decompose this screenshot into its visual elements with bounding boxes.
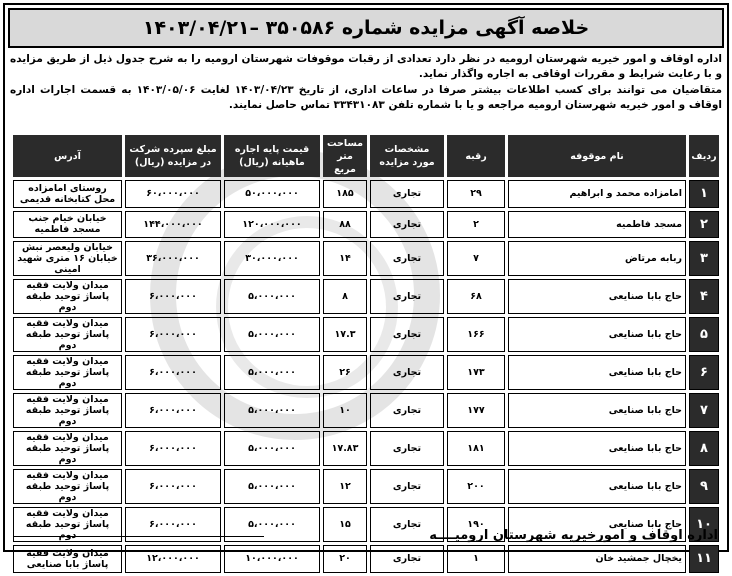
cell-row-number: ۷ bbox=[689, 393, 719, 428]
cell-rent: ۵،۰۰۰،۰۰۰ bbox=[224, 317, 320, 352]
cell-area: ۲۰ bbox=[323, 545, 367, 573]
table-row bbox=[13, 317, 719, 352]
cell-spec: تجاری bbox=[370, 469, 444, 504]
cell-area: ۲۶ bbox=[323, 355, 367, 390]
cell-row-number: ۱ bbox=[689, 180, 719, 208]
cell-spec: تجاری bbox=[370, 393, 444, 428]
cell-address: میدان ولایت فقیه پاساژ توحید طبقه دوم bbox=[13, 469, 122, 504]
cell-deposit: ۶،۰۰۰،۰۰۰ bbox=[125, 279, 221, 314]
header-parcel: رقبه bbox=[447, 135, 505, 177]
cell-row-number: ۲ bbox=[689, 211, 719, 239]
table-header-row bbox=[13, 135, 719, 177]
cell-rent: ۳۰،۰۰۰،۰۰۰ bbox=[224, 241, 320, 276]
cell-deposit: ۶،۰۰۰،۰۰۰ bbox=[125, 393, 221, 428]
cell-name: یخچال جمشید خان bbox=[508, 545, 686, 573]
cell-address: میدان ولایت فقیه پاساژ توحید طبقه دوم bbox=[13, 431, 122, 466]
cell-row-number: ۱۱ bbox=[689, 545, 719, 573]
cell-name: ربابه مرتاض bbox=[508, 241, 686, 276]
cell-address: خیابان خیام جنب مسجد فاطمیه bbox=[13, 211, 122, 239]
cell-parcel: ۲ bbox=[447, 211, 505, 239]
cell-parcel: ۲۰۰ bbox=[447, 469, 505, 504]
cell-parcel: ۱۷۳ bbox=[447, 355, 505, 390]
header-spec: مشخصات مورد مزایده bbox=[370, 135, 444, 177]
table-row bbox=[13, 431, 719, 466]
header-deposit: مبلغ سپرده شرکت در مزایده (ریال) bbox=[125, 135, 221, 177]
cell-spec: تجاری bbox=[370, 355, 444, 390]
cell-parcel: ۱۷۷ bbox=[447, 393, 505, 428]
cell-address: روستای امامزاده محل کتابخانه قدیمی bbox=[13, 180, 122, 208]
cell-name: حاج بابا صنایعی bbox=[508, 469, 686, 504]
cell-name: مسجد فاطمیه bbox=[508, 211, 686, 239]
cell-rent: ۵،۰۰۰،۰۰۰ bbox=[224, 431, 320, 466]
cell-deposit: ۳۶،۰۰۰،۰۰۰ bbox=[125, 241, 221, 276]
cell-spec: تجاری bbox=[370, 431, 444, 466]
cell-name: حاج بابا صنایعی bbox=[508, 317, 686, 352]
cell-area: ۱۰ bbox=[323, 393, 367, 428]
cell-spec: تجاری bbox=[370, 545, 444, 573]
cell-spec: تجاری bbox=[370, 211, 444, 239]
cell-row-number: ۳ bbox=[689, 241, 719, 276]
cell-address: خیابان ولیعصر نبش خیابان ۱۶ متری شهید امینی bbox=[13, 241, 122, 276]
cell-name: حاج بابا صنایعی bbox=[508, 279, 686, 314]
cell-address: میدان ولایت فقیه پاساژ بابا صنایعی bbox=[13, 545, 122, 573]
cell-parcel: ۱۸۱ bbox=[447, 431, 505, 466]
intro-paragraph-2: متقاضیان می توانند برای کسب اطلاعات بیشتر صرفا در ساعات اداری، از تاریخ ۱۴۰۳/۰۴/۲۳ لغایت ۱۴۰۳/۰۵/۰۶ به قسمت اجارات اداره اوقاف و امور خیریه شهرستان ارومیه مراجعه و یا با شماره تلفن ۳۳۴۳۱۰۸۳ تماس حاصل نمایند. bbox=[10, 84, 723, 111]
cell-area: ۱۸۵ bbox=[323, 180, 367, 208]
cell-spec: تجاری bbox=[370, 507, 444, 542]
cell-deposit: ۶۰،۰۰۰،۰۰۰ bbox=[125, 180, 221, 208]
cell-row-number: ۴ bbox=[689, 279, 719, 314]
cell-area: ۸۸ bbox=[323, 211, 367, 239]
cell-area: ۱۴ bbox=[323, 241, 367, 276]
cell-rent: ۵،۰۰۰،۰۰۰ bbox=[224, 507, 320, 542]
intro-paragraph-1: اداره اوقاف و امور خیریه شهرستان ارومیه در نظر دارد تعدادی از رقبات موقوفات شهرستان ارومیه را به شرح جدول ذیل از طریق مزایده و با رعایت شرایط و مقررات اوقافی به اجاره واگذار نماید. bbox=[10, 53, 722, 80]
cell-deposit: ۱۴۴،۰۰۰،۰۰۰ bbox=[125, 211, 221, 239]
cell-row-number: ۶ bbox=[689, 355, 719, 390]
cell-row-number: ۵ bbox=[689, 317, 719, 352]
cell-name: حاج بابا صنایعی bbox=[508, 431, 686, 466]
intro-text bbox=[10, 52, 722, 114]
cell-parcel: ۲۹ bbox=[447, 180, 505, 208]
header-area: مساحت متر مربع bbox=[323, 135, 367, 177]
cell-rent: ۵،۰۰۰،۰۰۰ bbox=[224, 279, 320, 314]
footer-office-name: اداره اوقاف و امورخیریه شهرستان ارومیــــه bbox=[429, 528, 718, 543]
table-row bbox=[13, 469, 719, 504]
cell-deposit: ۶،۰۰۰،۰۰۰ bbox=[125, 317, 221, 352]
cell-rent: ۵،۰۰۰،۰۰۰ bbox=[224, 393, 320, 428]
cell-area: ۱۷.۳ bbox=[323, 317, 367, 352]
table-row bbox=[13, 355, 719, 390]
cell-address: میدان ولایت فقیه پاساژ توحید طبقه دوم bbox=[13, 507, 122, 542]
cell-address: میدان ولایت فقیه پاساژ توحید طبقه دوم bbox=[13, 279, 122, 314]
cell-parcel: ۱۹۰ bbox=[447, 507, 505, 542]
cell-parcel: ۶۸ bbox=[447, 279, 505, 314]
header-address: آدرس bbox=[13, 135, 122, 177]
cell-address: میدان ولایت فقیه پاساژ توحید طبقه دوم bbox=[13, 355, 122, 390]
cell-area: ۱۷.۸۳ bbox=[323, 431, 367, 466]
cell-rent: ۱۲۰،۰۰۰،۰۰۰ bbox=[224, 211, 320, 239]
table-row bbox=[13, 545, 719, 573]
cell-rent: ۱۰،۰۰۰،۰۰۰ bbox=[224, 545, 320, 573]
table-row bbox=[13, 241, 719, 276]
table-row bbox=[13, 279, 719, 314]
cell-rent: ۵،۰۰۰،۰۰۰ bbox=[224, 355, 320, 390]
cell-deposit: ۱۲،۰۰۰،۰۰۰ bbox=[125, 545, 221, 573]
cell-row-number: ۸ bbox=[689, 431, 719, 466]
cell-area: ۱۵ bbox=[323, 507, 367, 542]
header-rent: قیمت پایه اجاره ماهیانه (ریال) bbox=[224, 135, 320, 177]
cell-rent: ۵،۰۰۰،۰۰۰ bbox=[224, 469, 320, 504]
header-row-number: ردیف bbox=[689, 135, 719, 177]
cell-spec: تجاری bbox=[370, 317, 444, 352]
cell-address: میدان ولایت فقیه پاساژ توحید طبقه دوم bbox=[13, 317, 122, 352]
cell-parcel: ۱۶۶ bbox=[447, 317, 505, 352]
cell-spec: تجاری bbox=[370, 279, 444, 314]
cell-spec: تجاری bbox=[370, 241, 444, 276]
footer-divider bbox=[14, 536, 264, 537]
cell-name: امامزاده محمد و ابراهیم bbox=[508, 180, 686, 208]
table-row bbox=[13, 393, 719, 428]
cell-rent: ۵۰،۰۰۰،۰۰۰ bbox=[224, 180, 320, 208]
cell-row-number: ۹ bbox=[689, 469, 719, 504]
cell-deposit: ۶،۰۰۰،۰۰۰ bbox=[125, 431, 221, 466]
cell-parcel: ۷ bbox=[447, 241, 505, 276]
ad-title: خلاصه آگهی مزایده شماره ۳۵۰۵۸۶ –۱۴۰۳/۰۴/۲۱ bbox=[8, 8, 724, 48]
cell-area: ۸ bbox=[323, 279, 367, 314]
cell-row-number: ۱۰ bbox=[689, 507, 719, 542]
cell-area: ۱۲ bbox=[323, 469, 367, 504]
cell-name: حاج بابا صنایعی bbox=[508, 507, 686, 542]
cell-deposit: ۶،۰۰۰،۰۰۰ bbox=[125, 355, 221, 390]
auction-table bbox=[10, 132, 722, 576]
cell-address: میدان ولایت فقیه پاساژ توحید طبقه دوم bbox=[13, 393, 122, 428]
table-row bbox=[13, 211, 719, 239]
cell-parcel: ۱ bbox=[447, 545, 505, 573]
table-row bbox=[13, 180, 719, 208]
cell-deposit: ۶،۰۰۰،۰۰۰ bbox=[125, 507, 221, 542]
cell-spec: تجاری bbox=[370, 180, 444, 208]
header-name: نام موقوفه bbox=[508, 135, 686, 177]
cell-name: حاج بابا صنایعی bbox=[508, 393, 686, 428]
cell-deposit: ۶،۰۰۰،۰۰۰ bbox=[125, 469, 221, 504]
cell-name: حاج بابا صنایعی bbox=[508, 355, 686, 390]
